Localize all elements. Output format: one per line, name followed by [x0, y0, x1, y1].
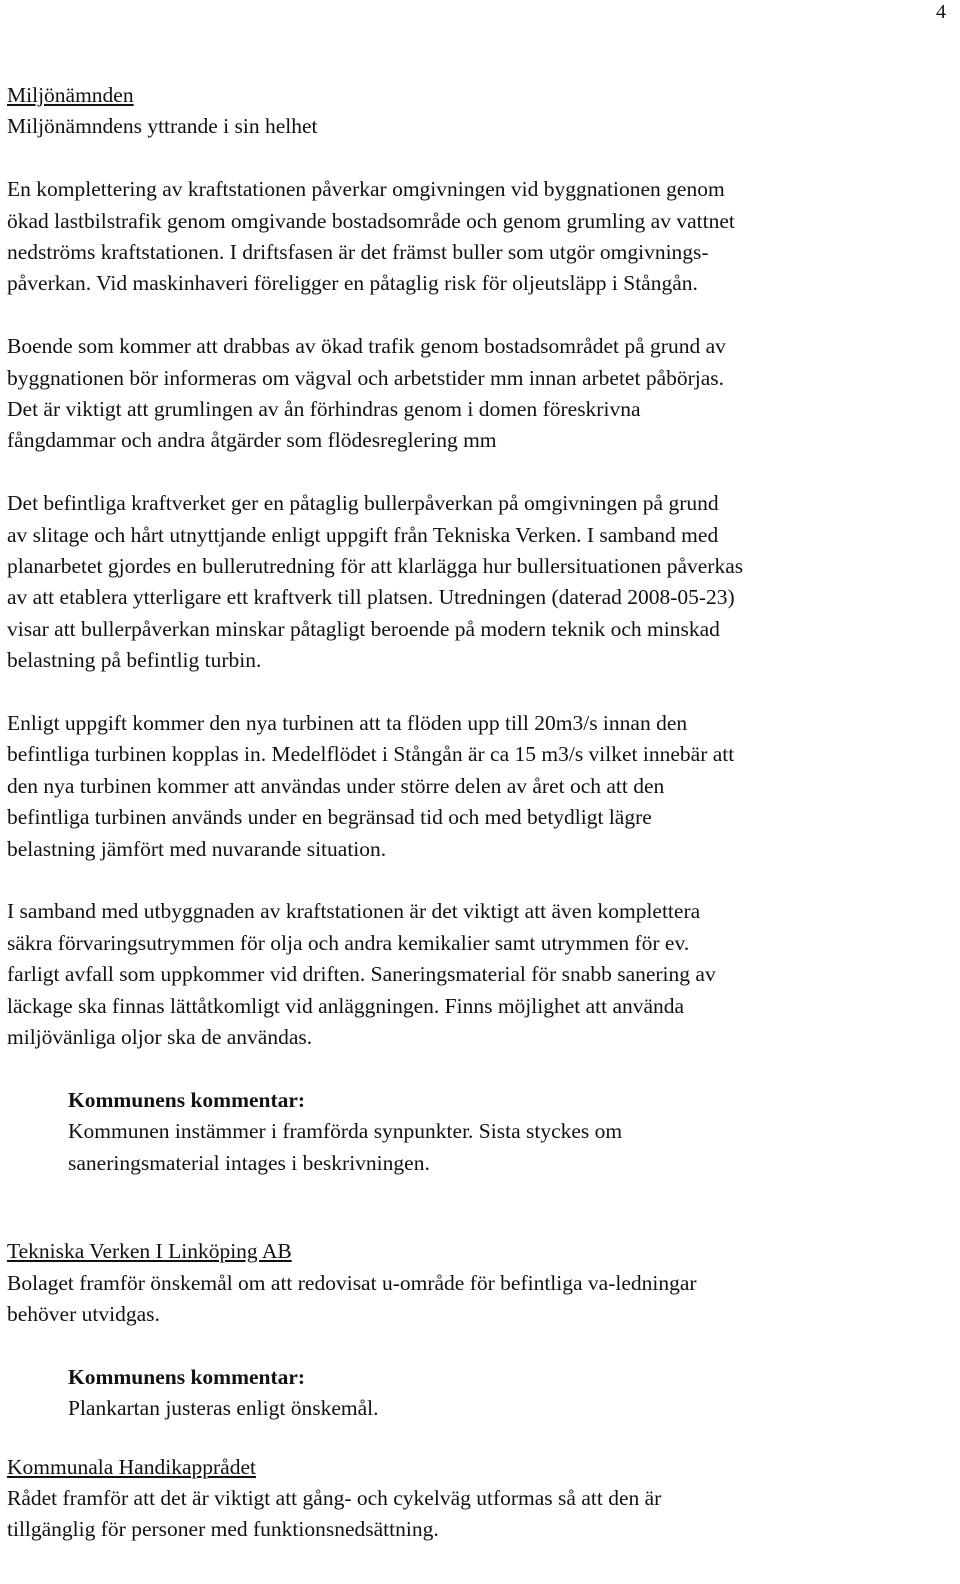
text-line: fångdammar och andra åtgärder som flödesreglering mm: [7, 428, 497, 453]
text-line: den nya turbinen kommer att användas under större delen av året och att den: [7, 773, 665, 798]
text-line: säkra förvaringsutrymmen för olja och andra kemikalier samt utrymmen för ev.: [7, 930, 690, 955]
paragraph-2: [7, 331, 947, 457]
text-line: Det är viktigt att grumlingen av ån förhindras genom i domen föreskrivna: [7, 397, 641, 422]
text-line: byggnationen bör informeras om vägval och arbetstider mm innan arbetet påbörjas.: [7, 365, 725, 390]
paragraph-5: [7, 896, 947, 1053]
text-line: belastning på befintlig turbin.: [7, 648, 262, 673]
text-line: behöver utvidgas.: [7, 1301, 160, 1326]
text-line: Bolaget framför önskemål om att redovisat u-område för befintliga va-ledningar: [7, 1270, 697, 1295]
text-line: Kommunen instämmer i framförda synpunkter. Sista styckes om: [68, 1119, 623, 1144]
text-line: En komplettering av kraftstationen påverkar omgivningen vid byggnationen genom: [7, 177, 725, 202]
page-number: 4: [936, 1, 946, 23]
text-line: Plankartan justeras enligt önskemål.: [68, 1396, 379, 1421]
text-line: Boende som kommer att drabbas av ökad trafik genom bostadsområdet på grund av: [7, 334, 726, 359]
text-line: befintliga turbinen används under en begränsad tid och med betydligt lägre: [7, 805, 652, 830]
text-line: av slitage och hårt utnyttjande enligt uppgift från Tekniska Verken. I samband med: [7, 522, 719, 547]
paragraph-1: [7, 174, 947, 300]
text-line: befintliga turbinen kopplas in. Medelflödet i Stångån är ca 15 m3/s vilket innebär att: [7, 742, 735, 767]
text-line: Rådet framför att det är viktigt att gång- och cykelväg utformas så att den är: [7, 1485, 662, 1510]
text-line: farligt avfall som uppkommer vid driften. Saneringsmaterial för snabb sanering av: [7, 962, 716, 987]
text-line: av att etablera ytterligare ett kraftverk till platsen. Utredningen (daterad 2008-05-23): [7, 585, 735, 610]
text-line: läckage ska finnas lättåtkomligt vid anläggningen. Finns möjlighet att använda: [7, 993, 685, 1018]
text-line: tillgänglig för personer med funktionsnedsättning.: [7, 1517, 439, 1542]
text-line: miljövänliga oljor ska de användas.: [7, 1025, 313, 1050]
paragraph-3: [7, 488, 947, 676]
text-line: belastning jämfört med nuvarande situation.: [7, 836, 387, 861]
text-line: saneringsmaterial intages i beskrivningen.: [68, 1150, 430, 1175]
municipality-comment-miljo: [68, 1085, 947, 1179]
text-line: visar att bullerpåverkan minskar påtagligt beroende på modern teknik och minskad: [7, 616, 720, 641]
text-line: påverkan. Vid maskinhaveri föreligger en påtaglig risk för oljeutsläpp i Stångån.: [7, 271, 698, 296]
paragraph-4: [7, 708, 947, 865]
section-heading-handikappradet: Kommunala Handikapprådet: [7, 1454, 256, 1479]
text-line: ökad lastbilstrafik genom omgivande bostadsområde och genom grumling av vattnet: [7, 208, 735, 233]
section-subheading: Miljönämndens yttrande i sin helhet: [7, 114, 318, 139]
section-heading-miljonamnden: Miljönämnden: [7, 83, 134, 107]
comment-label: Kommunens kommentar:: [68, 1364, 306, 1389]
section-heading-tekniska-verken: Tekniska Verken I Linköping AB: [7, 1239, 292, 1264]
text-line: nedströms kraftstationen. I driftsfasen är det främst buller som utgör omgivnings-: [7, 240, 709, 265]
comment-label: Kommunens kommentar:: [68, 1087, 306, 1112]
municipality-comment-tekniska: [68, 1362, 947, 1425]
text-line: Det befintliga kraftverket ger en påtaglig bullerpåverkan på omgivningen på grund: [7, 491, 719, 516]
text-line: planarbetet gjordes en bullerutredning för att klarlägga hur bullersituationen påverkas: [7, 554, 744, 579]
document-body: [7, 80, 947, 1546]
text-line: I samband med utbyggnaden av kraftstationen är det viktigt att även komplettera: [7, 899, 701, 924]
text-line: Enligt uppgift kommer den nya turbinen att ta flöden upp till 20m3/s innan den: [7, 711, 688, 736]
